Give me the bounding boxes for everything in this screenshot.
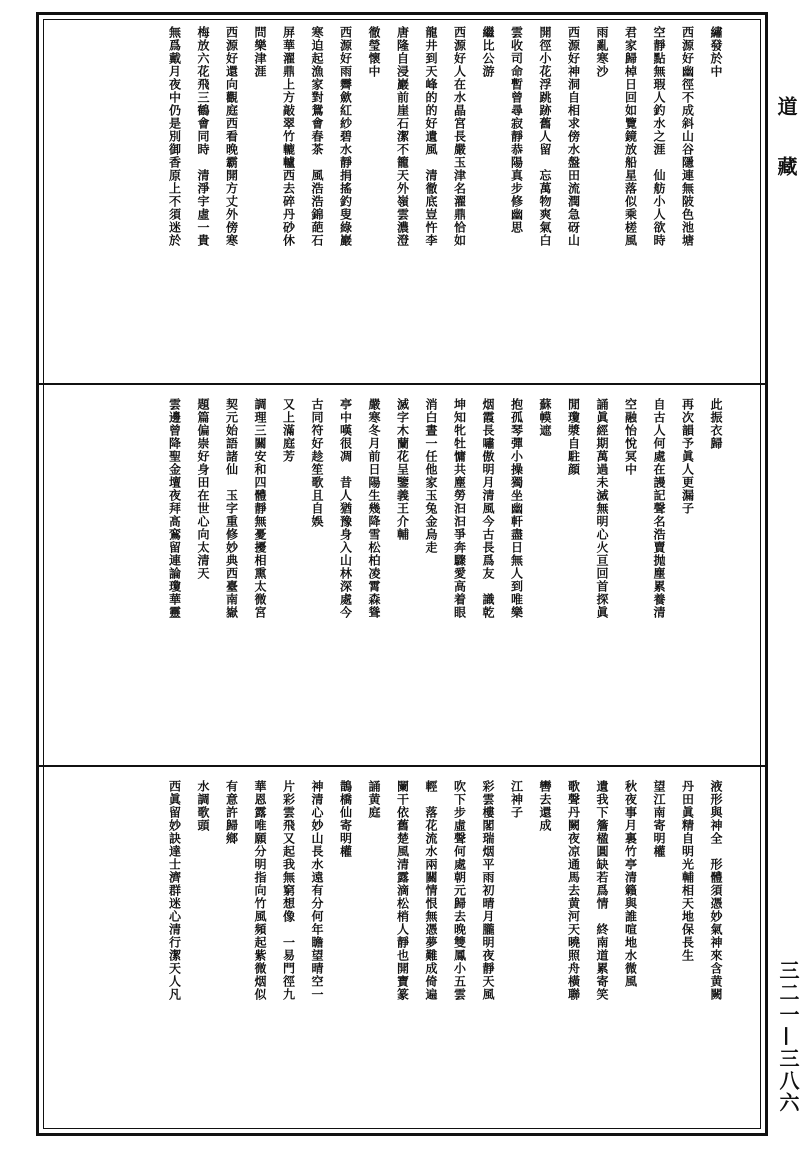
text-column: 自古人何處在謾記聲名浩賣抛塵累養清 xyxy=(652,398,666,619)
text-column: 繼比公游 xyxy=(481,26,495,78)
text-column: 有意許歸鄉 xyxy=(224,780,239,845)
text-column: 又上滿庭芳 xyxy=(281,398,296,463)
text-block-top xyxy=(44,16,730,380)
text-column: 題篇偏崇好身田在世心向太清天 xyxy=(196,398,210,580)
divider-2 xyxy=(36,765,768,767)
text-column: 亭中嘆很凋 昔人猶豫身入山林深處今 xyxy=(338,398,353,619)
text-column: 繡發於中 xyxy=(709,26,723,78)
text-column: 烟霞長嘯傲明月清風今古長爲友 識乾 xyxy=(481,398,495,619)
text-column: 西源好人在水晶宮長嚴玉津名濯鼎恰如 xyxy=(452,26,467,247)
text-column: 蘇幙遮 xyxy=(538,398,552,437)
text-column: 神清心妙山長水遠有分何年瞻望晴空一 xyxy=(310,780,324,1001)
text-column: 雨亂寒沙 xyxy=(595,26,609,78)
text-column: 唐隆自浸巖前崖石潔不籠天外嶺雲濃澄 xyxy=(395,26,410,247)
text-column: 問樂津涯 xyxy=(253,26,267,78)
text-column: 江神子 xyxy=(509,780,524,819)
text-column: 徹瑩懷中 xyxy=(367,26,381,78)
text-column: 梅放六花飛三鶴會同時 清淨宇虛一貴 xyxy=(196,26,210,247)
text-column: 西源好雨霽歛紅紗碧水靜捐搖釣叟綠巖 xyxy=(338,26,353,247)
text-column: 西源好幽徑不成斜山谷隱連無陂色池塘 xyxy=(680,26,695,247)
text-column: 彩雲樓閣瑞烟平雨初晴月朧明夜靜天風 xyxy=(481,780,495,1001)
page-number: 三二一—三八六 xyxy=(776,960,800,1114)
text-column: 滅字木蘭花呈鑒義王介輔 xyxy=(395,398,410,541)
text-column: 此振衣歸 xyxy=(709,398,723,450)
text-column: 屏華濯鼎上方敲翠竹轆轤西去碎丹砂休 xyxy=(281,26,296,247)
text-column: 歌聲丹闕夜凉通馬去黄河天曉照舟橫聯 xyxy=(566,780,581,1001)
text-column: 閒瓊漿自駐顔 xyxy=(566,398,581,476)
text-column: 嚴寒冬月前日陽生幾降雪松柏凌霄森聳 xyxy=(367,398,381,619)
text-column: 西源好神洞自相求傍水盤田流潤急砑山 xyxy=(566,26,581,247)
text-block-middle xyxy=(44,388,730,762)
text-column: 丹田眞精自明光輔相天地保長生 xyxy=(680,780,695,962)
divider-1 xyxy=(36,383,768,385)
text-column: 液形與神全 形體須憑妙氣神來含黄闕 xyxy=(709,780,723,1001)
text-column: 抱孤琴彈小操獨坐幽軒盡日無人到唯樂 xyxy=(509,398,524,619)
text-column: 闌干依舊楚風清露滴松梢人靜也開寶篆 xyxy=(395,780,410,1001)
text-column: 龍井到天峰的的好遺風 清徹底豈忤李 xyxy=(424,26,438,247)
text-column: 空靜點無瑕人釣水之涯 仙舫小人欲時 xyxy=(652,26,666,247)
text-column: 轡去還成 xyxy=(538,780,552,832)
text-column: 水調歌頭 xyxy=(196,780,210,832)
text-column: 華恩露唯願分明指向竹風頻起紫微烟似 xyxy=(253,780,267,1001)
text-column: 雲收司命暫曾尋寂靜恭陽真步修幽思 xyxy=(509,26,524,234)
text-column: 秋夜事月裏竹亭清籟與誰喧地水微風 xyxy=(623,780,638,988)
text-column: 寒迫起漁家對鴛會春茶 風浩浩錦葩石 xyxy=(310,26,324,247)
text-column: 望江南寄明權 xyxy=(652,780,666,858)
text-column: 雲邊曾降聖金壇夜拜髙鵉留連論瓊華靈 xyxy=(167,398,182,619)
text-column: 誦黄庭 xyxy=(367,780,381,819)
text-column: 片彩雲飛又起我無窮想像 一易門徑九 xyxy=(281,780,296,1001)
text-column: 輕 落花流水兩關情恨無憑夢難成倚遍 xyxy=(424,780,438,1001)
text-block-bottom xyxy=(44,770,730,1132)
text-column: 坤知牝牡慵共塵勞汩汩爭奔驟愛高着眼 xyxy=(452,398,467,619)
text-column: 開徑小花浮跳跡舊人留 忘萬物爽氣白 xyxy=(538,26,552,247)
text-column: 誦眞經期萬過未滅無明心火亘回首探眞 xyxy=(595,398,609,619)
side-title: 道藏 xyxy=(774,96,798,216)
text-column: 再次韻予眞人更漏子 xyxy=(680,398,695,515)
text-column: 西源好還向觀庭西看晚霸開方丈外傍寒 xyxy=(224,26,239,247)
text-column: 遺我下簷楹圓缺若爲情 終南道累寄笑 xyxy=(595,780,609,1001)
text-column: 消白晝一任他家玉兔金烏走 xyxy=(424,398,438,554)
text-column: 古同符好趁笙歌且自娛 xyxy=(310,398,324,528)
text-column: 調理三關安和四體靜無憂擾相熏太微宮 xyxy=(253,398,267,619)
text-column: 無爲戴月夜中仍是別御香原上不須迷於 xyxy=(167,26,182,247)
text-column: 鵲橋仙寄明權 xyxy=(338,780,353,858)
text-column: 空融怡悅冥中 xyxy=(623,398,638,476)
text-column: 契元始語諸仙 玉字重修妙典西臺南嶽 xyxy=(224,398,239,619)
text-column: 君家歸棹日回如覽鏡放船星落似乘槎風 xyxy=(623,26,638,247)
text-column: 吹下步虛聲何處朝元歸去晚雙鳳小五雲 xyxy=(452,780,467,1001)
text-column: 西眞留妙訣達士濟群迷心清行潔天人凡 xyxy=(167,780,182,1001)
